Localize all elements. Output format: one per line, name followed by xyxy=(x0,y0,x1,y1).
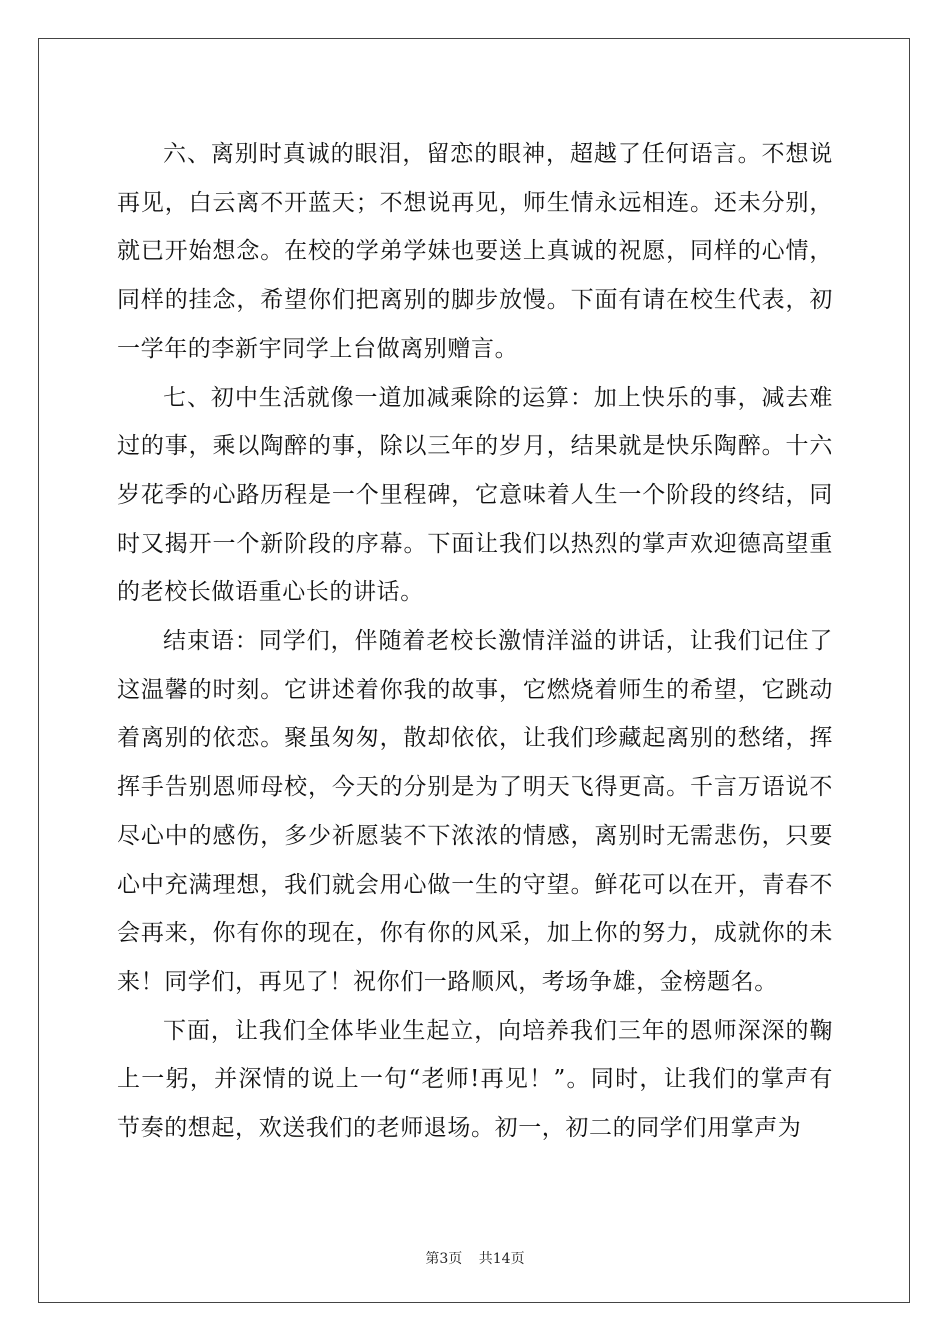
page-number: 第3页 xyxy=(425,1251,463,1267)
document-body xyxy=(117,130,833,1153)
paragraph-six: 六、离别时真诚的眼泪，留恋的眼神，超越了任何语言。不想说再见，白云离不开蓝天；不想说再见，师生情永远相连。还未分别，就已开始想念。在校的学弟学妹也要送上真诚的祝愿，同样的心情，同样的挂念，希望你们把离别的脚步放慢。下面有请在校生代表，初一学年的李新宇同学上台做离别赠言。 xyxy=(117,141,833,362)
paragraph-closing: 结束语：同学们，伴随着老校长激情洋溢的讲话，让我们记住了这温馨的时刻。它讲述着你我的故事，它燃烧着师生的希望，它跳动着离别的依恋。聚虽匆匆，散却依依，让我们珍藏起离别的愁绪，挥挥手告别恩师母校，今天的分别是为了明天飞得更高。千言万语说不尽心中的感伤，多少祈愿装不下浓浓的情感，离别时无需悲伤，只要心中充满理想，我们就会用心做一生的守望。鲜花可以在开，青春不会再来，你有你的现在，你有你的风采，加上你的努力，成就你的未来！同学们，再见了！祝你们一路顺风，考场争雄，金榜题名。 xyxy=(117,628,833,995)
page-total: 共14页 xyxy=(478,1251,525,1267)
page-footer xyxy=(0,1248,950,1268)
paragraph-farewell: 下面，让我们全体毕业生起立，向培养我们三年的恩师深深的鞠上一躬，并深情的说上一句“老师!再见！”。同时，让我们的掌声有节奏的想起，欢送我们的老师退场。初一，初二的同学们用掌声为 xyxy=(117,1017,833,1142)
paragraph-seven: 七、初中生活就像一道加减乘除的运算：加上快乐的事，减去难过的事，乘以陶醉的事，除以三年的岁月，结果就是快乐陶醉。十六岁花季的心路历程是一个里程碑，它意味着人生一个阶段的终结，同时又揭开一个新阶段的序幕。下面让我们以热烈的掌声欢迎德高望重的老校长做语重心长的讲话。 xyxy=(117,384,833,606)
